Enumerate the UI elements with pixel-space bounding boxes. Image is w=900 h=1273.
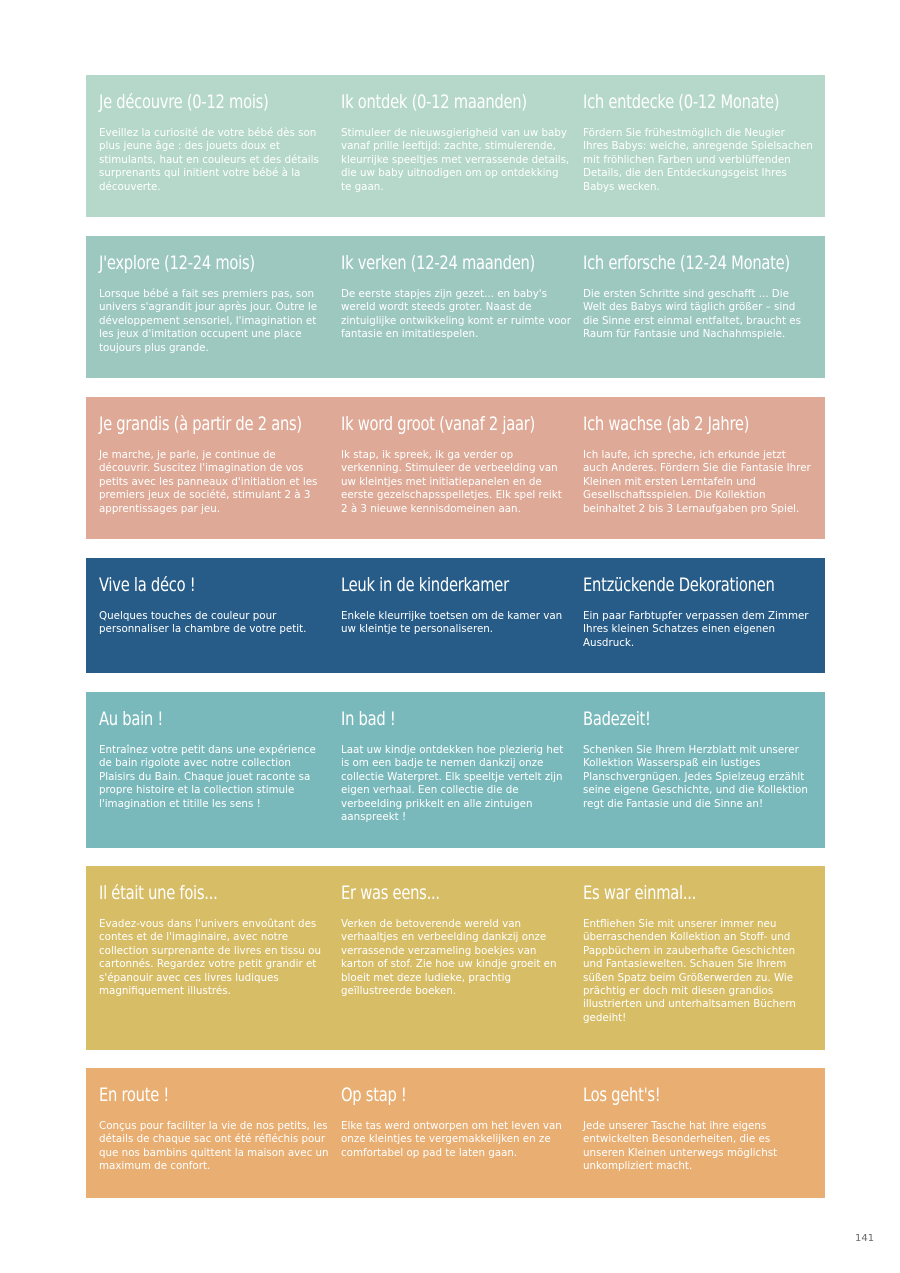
section-on-the-go (86, 1068, 825, 1198)
section-title-fr: Vive la déco ! (99, 574, 196, 596)
section-body-de: Fördern Sie frühestmöglich die Neugier Ihres Babys: weiche, anregende Spielsachen mit fröhlichen Farben und verblüffenden Details, die den Entdeckungsgeist Ihres Babys wecken. (583, 127, 813, 193)
column-fr (99, 708, 341, 848)
section-body-nl: Verken de betoverende wereld van verhaaltjes en verbeelding dankzij onze verrassende verzameling boekjes van karton of stof. Zie hoe uw kindje groeit en bloeit met deze ludieke, prachtig geïllustreerde boeken. (341, 918, 557, 998)
section-title-de: Es war einmal... (583, 882, 697, 904)
section-grow (86, 397, 825, 539)
section-body-fr: Lorsque bébé a fait ses premiers pas, son univers s'agrandit jour après jour. Outre le développement sensoriel, l'imagination et les jeux d'imitation occupent une place toujours plus grande. (99, 288, 318, 354)
section-title-nl: Ik word groot (vanaf 2 jaar) (341, 413, 535, 435)
column-de (583, 882, 825, 1050)
column-fr (99, 1084, 341, 1198)
column-fr (99, 91, 341, 217)
section-body-fr: Conçus pour faciliter la vie de nos petits, les détails de chaque sac ont été réfléchis pour que nos bambins quittent la maison avec un maximum de confort. (99, 1120, 329, 1173)
section-title-nl: Er was eens... (341, 882, 440, 904)
section-title-fr: Au bain ! (99, 708, 164, 730)
section-title-de: Ich wachse (ab 2 Jahre) (583, 413, 750, 435)
section-body-de: Jede unserer Tasche hat ihre eigens entwickelten Besonderheiten, die es unseren Kleinen unterwegs möglichst unkompliziert macht. (583, 1120, 778, 1173)
section-title-nl: Ik verken (12-24 maanden) (341, 252, 536, 274)
section-bath (86, 692, 825, 848)
section-body-fr: Entraînez votre petit dans une expérience de bain rigolote avec notre collection Plaisirs du Bain. Chaque jouet raconte sa propre histoire et la collection stimule l'imagination et titille les sens ! (99, 744, 316, 810)
section-books (86, 866, 825, 1050)
column-nl (341, 252, 583, 378)
section-title-fr: J'explore (12-24 mois) (99, 252, 255, 274)
section-title-nl: In bad ! (341, 708, 396, 730)
section-body-fr: Quelques touches de couleur pour personnaliser la chambre de votre petit. (99, 610, 307, 636)
section-title-de: Ich erforsche (12-24 Monate) (583, 252, 790, 274)
section-title-fr: En route ! (99, 1084, 170, 1106)
column-de (583, 574, 825, 673)
section-explore (86, 236, 825, 378)
section-title-nl: Leuk in de kinderkamer (341, 574, 509, 596)
section-title-nl: Ik ontdek (0-12 maanden) (341, 91, 527, 113)
section-body-de: Ich laufe, ich spreche, ich erkunde jetzt auch Anderes. Fördern Sie die Fantasie Ihrer Kleinen mit ersten Lerntafeln und Gesellschaftsspielen. Die Kollektion beinhaltet 2 bis 3 Lernaufgaben pro Spiel. (583, 449, 811, 515)
section-body-nl: Enkele kleurrijke toetsen om de kamer van uw kleintje te personaliseren. (341, 610, 563, 636)
section-title-fr: Je découvre (0-12 mois) (99, 91, 269, 113)
section-body-nl: Laat uw kindje ontdekken hoe plezierig het is om een badje te nemen dankzij onze collectie Waterpret. Elk speeltje vertelt zijn eigen verhaal. Een collectie die de verbeelding prikkelt en alle zintuigen aanspreekt ! (341, 744, 564, 824)
column-de (583, 252, 825, 378)
column-fr (99, 413, 341, 539)
section-body-fr: Evadez-vous dans l'univers envoûtant des contes et de l'imaginaire, avec notre collection surprenante de livres en tissu ou cartonnés. Regardez votre petit grandir et s'épanouir avec ces livres ludiques magnifiquement illustrés. (99, 918, 322, 998)
section-title-de: Ich entdecke (0-12 Monate) (583, 91, 780, 113)
section-body-de: Die ersten Schritte sind geschafft ... Die Welt des Babys wird täglich größer – sind die Sinne erst einmal entfaltet, braucht es Raum für Fantasie und Nachahmspiele. (583, 288, 801, 341)
section-discover (86, 75, 825, 217)
section-body-de: Schenken Sie Ihrem Herzblatt mit unserer Kollektion Wasserspaß ein lustiges Planschvergnügen. Jedes Spielzeug erzählt seine eigene Geschichte, und die Kollektion regt die Fantasie und die Sinne an! (583, 744, 808, 810)
column-nl (341, 882, 583, 1050)
column-nl (341, 413, 583, 539)
section-body-nl: Elke tas werd ontworpen om het leven van onze kleintjes te vergemakkelijken en ze comfortabel op pad te laten gaan. (341, 1120, 562, 1159)
column-de (583, 708, 825, 848)
section-title-fr: Je grandis (à partir de 2 ans) (99, 413, 302, 435)
section-title-nl: Op stap ! (341, 1084, 407, 1106)
column-nl (341, 91, 583, 217)
section-body-de: Ein paar Farbtupfer verpassen dem Zimmer Ihres kleinen Schatzes einen eigenen Ausdruck. (583, 610, 809, 649)
section-body-nl: Ik stap, ik spreek, ik ga verder op verkenning. Stimuleer de verbeelding van uw kleintjes met initiatiepanelen en de eerste gezelschapsspelletjes. Elk spel reikt 2 à 3 nieuwe kennisdomeinen aan. (341, 449, 562, 515)
section-title-de: Entzückende Dekorationen (583, 574, 775, 596)
column-de (583, 1084, 825, 1198)
column-fr (99, 882, 341, 1050)
column-nl (341, 1084, 583, 1198)
column-de (583, 413, 825, 539)
section-title-de: Badezeit! (583, 708, 651, 730)
column-nl (341, 708, 583, 848)
section-body-nl: Stimuleer de nieuwsgierigheid van uw baby vanaf prille leeftijd: zachte, stimulerende, kleurrijke speeltjes met verrassende details, die uw baby uitnodigen om op ontdekking te gaan. (341, 127, 570, 193)
section-body-fr: Eveillez la curiosité de votre bébé dès son plus jeune âge : des jouets doux et stimulants, haut en couleurs et des détails surprenants qui initient votre bébé à la découverte. (99, 127, 319, 193)
section-body-nl: De eerste stapjes zijn gezet... en baby's wereld wordt steeds groter. Naast de zintuiglijke ontwikkeling komt er ruimte voor fantasie en imitatiespelen. (341, 288, 571, 341)
column-de (583, 91, 825, 217)
section-title-fr: Il était une fois... (99, 882, 218, 904)
section-body-de: Entfliehen Sie mit unserer immer neu überraschenden Kollektion an Stoff- und Pappbüchern in zauberhafte Geschichten und Fantasiewelten. Schauen Sie Ihrem süßen Spatz beim Größerwerden zu. Wie prächtig er doch mit diesen grandios illustrierten und unterhaltsamen Büchern gedeiht! (583, 918, 796, 1024)
page-number: 141 (855, 1233, 875, 1244)
column-fr (99, 252, 341, 378)
section-body-fr: Je marche, je parle, je continue de découvrir. Suscitez l'imagination de vos petits avec les panneaux d'initiation et les premiers jeux de société, stimulant 2 à 3 apprentissages par jeu. (99, 449, 318, 515)
column-nl (341, 574, 583, 673)
column-fr (99, 574, 341, 673)
section-title-de: Los geht's! (583, 1084, 661, 1106)
section-decoration (86, 558, 825, 673)
